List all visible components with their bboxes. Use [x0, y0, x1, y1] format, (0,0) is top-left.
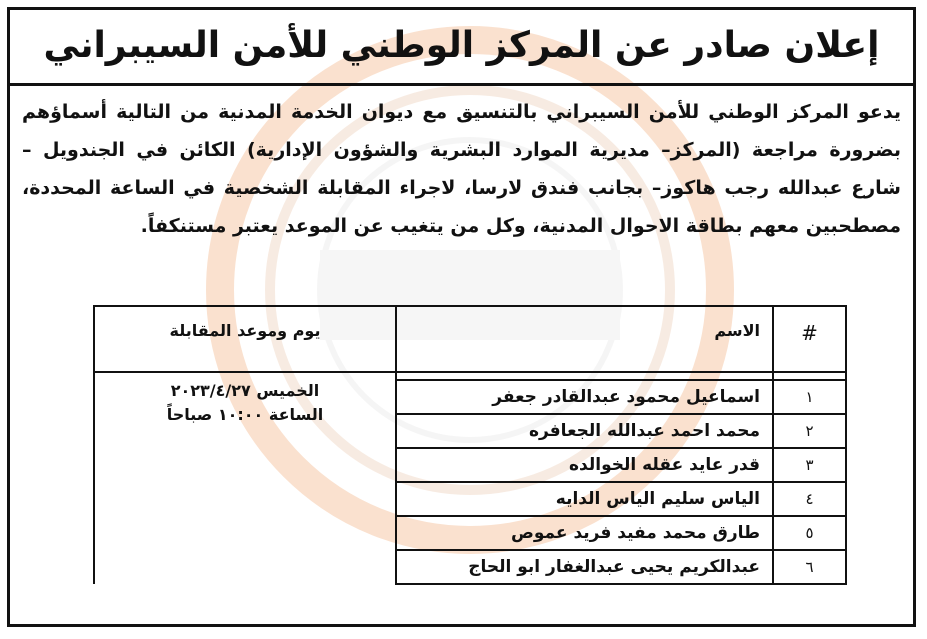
row-number: ٢	[773, 414, 846, 448]
row-number: ٤	[773, 482, 846, 516]
interview-date-cell	[94, 372, 396, 584]
table-spacer-row	[94, 372, 846, 380]
header-name: الاسم	[396, 306, 773, 372]
announcement-title: إعلان صادر عن المركز الوطني للأمن السيبراني	[43, 25, 880, 66]
announcement-body: يدعو المركز الوطني للأمن السيبراني بالتنسيق مع ديوان الخدمة المدنية من التالية أسماؤهم بضرورة مراجعة (المركز– مديرية الموارد البشرية والشؤون الإدارية) الكائن في الجندويل – شارع عبدالله رجب هاكوز– بجانب فندق لارسا، لاجراء المقابلة الشخصية في الساعة المحددة، مصطحبين معهم بطاقة الاحوال المدنية، وكل من يتغيب عن الموعد يعتبر مستنكفاً.	[22, 101, 901, 237]
table-header-row	[94, 306, 846, 372]
spacer-cell	[773, 372, 846, 380]
row-name: طارق محمد مفيد فريد عموص	[396, 516, 773, 550]
row-name: محمد احمد عبدالله الجعافره	[396, 414, 773, 448]
announcement-frame	[7, 7, 916, 627]
title-divider	[10, 83, 913, 86]
header-number: #	[773, 306, 846, 372]
row-number: ٥	[773, 516, 846, 550]
row-name: عبدالكريم يحيى عبدالغفار ابو الحاج	[396, 550, 773, 584]
header-interview-date: يوم وموعد المقابلة	[94, 306, 396, 372]
row-name: قدر عايد عقله الخوالده	[396, 448, 773, 482]
row-number: ٦	[773, 550, 846, 584]
interview-day-date: الخميس ٢٠٢٣/٤/٢٧	[170, 381, 320, 400]
row-name: اسماعيل محمود عبدالقادر جعفر	[396, 380, 773, 414]
interview-schedule-table	[93, 305, 847, 585]
spacer-cell	[396, 372, 773, 380]
row-number: ١	[773, 380, 846, 414]
row-number: ٣	[773, 448, 846, 482]
interview-time: الساعة ١٠:٠٠ صباحاً	[166, 405, 324, 424]
row-name: الياس سليم الياس الدايه	[396, 482, 773, 516]
